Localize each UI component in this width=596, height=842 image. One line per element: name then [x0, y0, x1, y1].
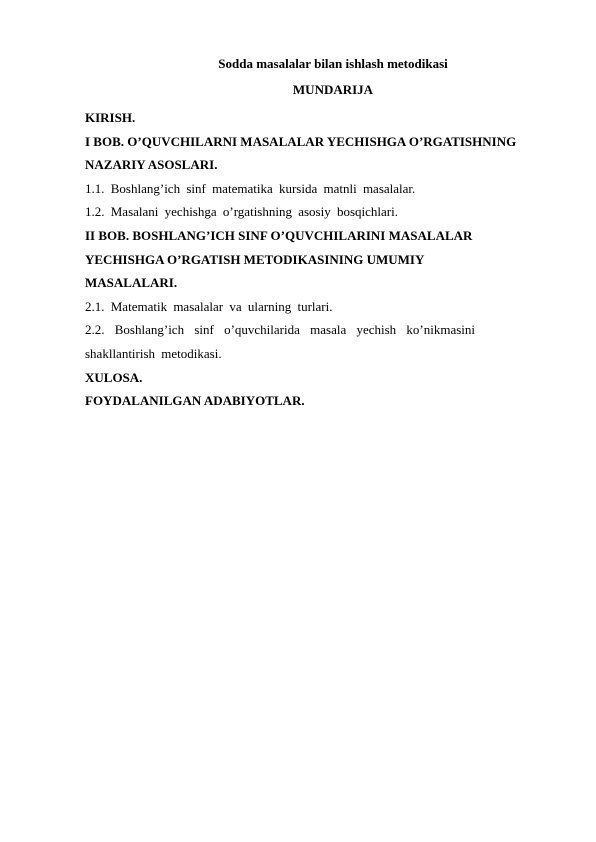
toc-item-section-2-2-line-2: shakllantirish metodikasi. — [85, 345, 222, 361]
toc-item-chapter-2-line-1: II BOB. BOSHLANG’ICH SINF O’QUVCHILARINI MASALALAR — [85, 227, 473, 243]
toc-item-chapter-2-line-3: MASALALARI. — [85, 275, 178, 291]
toc-item-chapter-2-line-2: YECHISHGA O’RGATISH METODIKASINING UMUMIY — [85, 251, 425, 267]
toc-item-section-1-1: 1.1. Boshlang’ich sinf matematika kursida matnli masalalar. — [85, 180, 416, 196]
table-of-contents — [85, 106, 555, 413]
toc-item-section-1-2: 1.2. Masalani yechishga o’rgatishning asosiy bosqichlari. — [85, 204, 398, 220]
toc-heading: MUNDARIJA — [292, 82, 374, 97]
toc-item-section-2-1: 2.1. Matematik masalalar va ularning turlari. — [85, 298, 333, 314]
document-title: Sodda masalalar bilan ishlash metodikasi — [218, 56, 448, 71]
toc-item-chapter-1-line-1: I BOB. O’QUVCHILARNI MASALALAR YECHISHGA O’RGATISHNING — [85, 133, 517, 149]
toc-item-kirish: KIRISH. — [85, 110, 136, 125]
toc-item-section-2-2-line-1: 2.2. Boshlang’ich sinf o’quvchilarida masala yechish ko’nikmasini — [85, 322, 476, 338]
toc-item-adabiyotlar: FOYDALANILGAN ADABIYOTLAR. — [85, 393, 305, 409]
toc-item-xulosa: XULOSA. — [85, 369, 143, 385]
toc-item-chapter-1-line-2: NAZARIY ASOSLARI. — [85, 157, 218, 173]
